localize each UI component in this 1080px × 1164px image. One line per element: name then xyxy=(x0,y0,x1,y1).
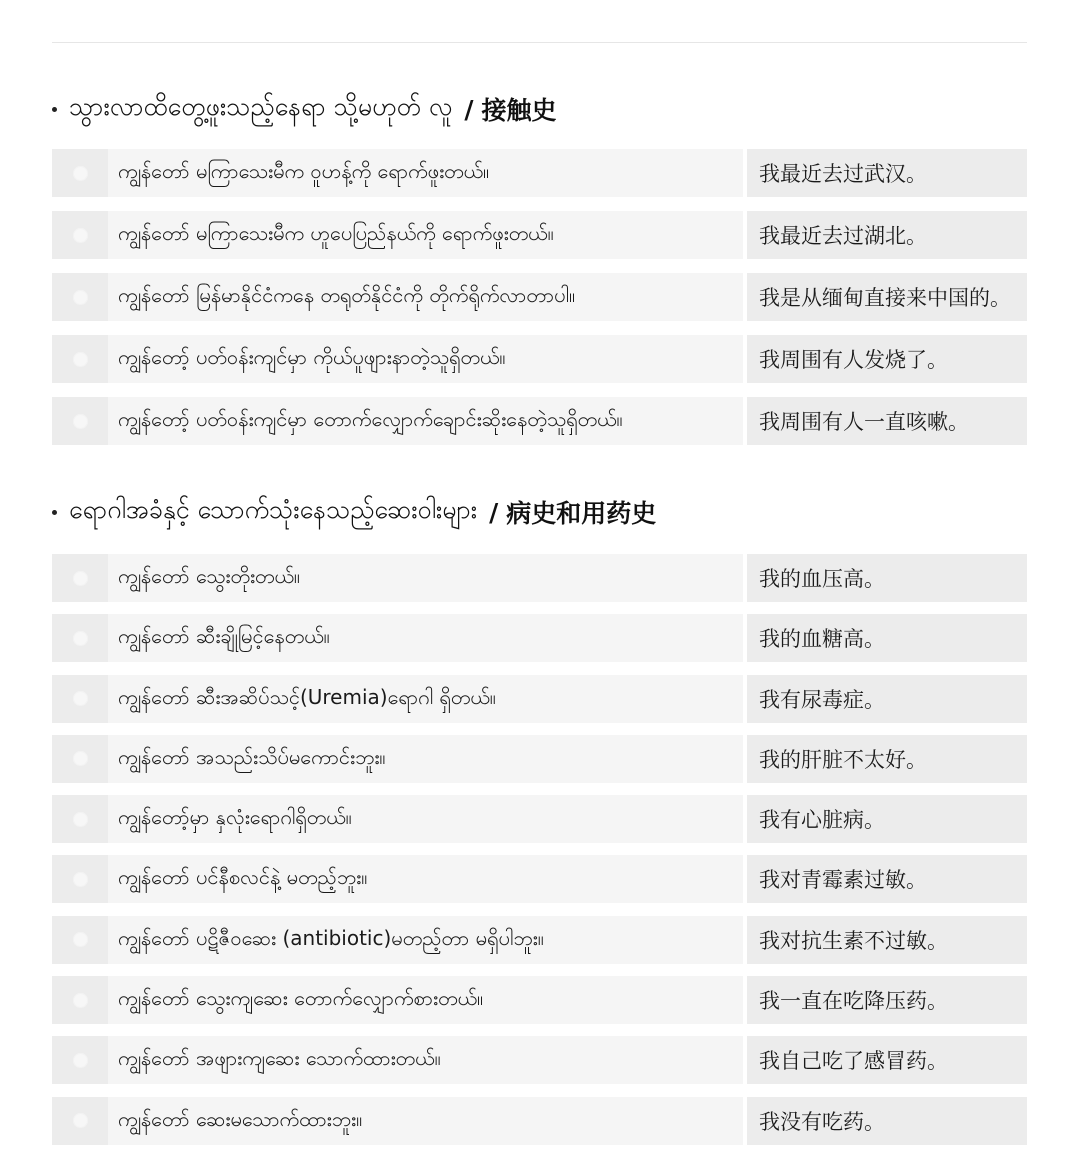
section-title-chinese: 病史和用药史 xyxy=(506,499,657,528)
option-text-burmese: ကျွန်တော် မကြာသေးမီက ဟူပေပြည်နယ်ကို ရောက်ဖူးတယ်။ xyxy=(108,211,743,259)
radio-button[interactable] xyxy=(73,812,88,827)
option-text-burmese: ကျွန်တော် မြန်မာနိုင်ငံကနေ တရုတ်နိုင်ငံကို တိုက်ရိုက်လာတာပါ။ xyxy=(108,273,743,321)
option-text-burmese: ကျွန်တော် ဆီးချိုမြင့်နေတယ်။ xyxy=(108,614,743,662)
option-text-burmese: ကျွန်တော် ဆေးမသောက်ထားဘူး။ xyxy=(108,1097,743,1145)
option-text-burmese: ကျွန်တော် မကြာသေးမီက ဝူဟန့်ကို ရောက်ဖူးတယ်။ xyxy=(108,149,743,197)
radio-button[interactable] xyxy=(73,751,88,766)
option-row[interactable] xyxy=(52,211,1027,259)
section-title-burmese: သွားလာထိတွေ့ဖူးသည့်နေရာ သို့မဟုတ် လူ xyxy=(69,91,453,121)
option-row[interactable] xyxy=(52,149,1027,197)
option-text-chinese: 我有尿毒症。 xyxy=(747,675,1027,723)
option-text-chinese: 我一直在吃降压药。 xyxy=(747,976,1027,1024)
option-text-chinese: 我周围有人发烧了。 xyxy=(747,335,1027,383)
option-row[interactable] xyxy=(52,735,1027,783)
title-separator: / xyxy=(464,94,474,124)
option-text-chinese: 我的血压高。 xyxy=(747,554,1027,602)
bullet-icon xyxy=(52,510,57,515)
option-text-burmese: ကျွန်တော် သွေးကျဆေး တောက်လျှောက်စားတယ်။ xyxy=(108,976,743,1024)
bullet-icon xyxy=(52,107,57,112)
option-text-burmese: ကျွန်တော့် ပတ်ဝန်းကျင်မှာ ကိုယ်ပူဖျားနာတဲ့သူရှိတယ်။ xyxy=(108,335,743,383)
top-divider xyxy=(52,42,1027,43)
radio-button[interactable] xyxy=(73,691,88,706)
radio-cell[interactable] xyxy=(52,916,108,964)
radio-cell[interactable] xyxy=(52,397,108,445)
option-text-chinese: 我对抗生素不过敏。 xyxy=(747,916,1027,964)
option-text-burmese: ကျွန်တော် ဆီးအဆိပ်သင့်(Uremia)ရောဂါ ရှိတယ်။ xyxy=(108,675,743,723)
radio-cell[interactable] xyxy=(52,614,108,662)
radio-cell[interactable] xyxy=(52,976,108,1024)
option-text-burmese: ကျွန်တော် ပဋိဇီဝဆေး (antibiotic)မတည့်တာ မရှိပါဘူး။ xyxy=(108,916,743,964)
radio-button[interactable] xyxy=(73,993,88,1008)
option-text-burmese: ကျွန်တော် ပင်နီစလင်နဲ့ မတည့်ဘူး။ xyxy=(108,855,743,903)
option-row[interactable] xyxy=(52,675,1027,723)
radio-button[interactable] xyxy=(73,1053,88,1068)
option-row[interactable] xyxy=(52,855,1027,903)
option-text-chinese: 我自己吃了感冒药。 xyxy=(747,1036,1027,1084)
option-row[interactable] xyxy=(52,273,1027,321)
radio-cell[interactable] xyxy=(52,1097,108,1145)
option-row[interactable] xyxy=(52,795,1027,843)
option-text-burmese: ကျွန်တော့်မှာ နှလုံးရောဂါရှိတယ်။ xyxy=(108,795,743,843)
radio-cell[interactable] xyxy=(52,273,108,321)
radio-cell[interactable] xyxy=(52,554,108,602)
option-text-chinese: 我有心脏病。 xyxy=(747,795,1027,843)
radio-button[interactable] xyxy=(73,290,88,305)
section-contact-history xyxy=(52,86,1027,459)
radio-button[interactable] xyxy=(73,1113,88,1128)
option-text-burmese: ကျွန်တော် သွေးတိုးတယ်။ xyxy=(108,554,743,602)
option-text-chinese: 我的血糖高。 xyxy=(747,614,1027,662)
radio-cell[interactable] xyxy=(52,1036,108,1084)
radio-button[interactable] xyxy=(73,872,88,887)
radio-button[interactable] xyxy=(73,571,88,586)
option-list xyxy=(52,149,1027,445)
option-text-chinese: 我周围有人一直咳嗽。 xyxy=(747,397,1027,445)
radio-cell[interactable] xyxy=(52,855,108,903)
radio-cell[interactable] xyxy=(52,735,108,783)
title-separator: / xyxy=(489,497,499,527)
option-row[interactable] xyxy=(52,916,1027,964)
option-row[interactable] xyxy=(52,1097,1027,1145)
option-list xyxy=(52,554,1027,1145)
option-row[interactable] xyxy=(52,554,1027,602)
option-row[interactable] xyxy=(52,1036,1027,1084)
section-header xyxy=(52,489,1027,535)
radio-cell[interactable] xyxy=(52,795,108,843)
option-text-chinese: 我对青霉素过敏。 xyxy=(747,855,1027,903)
option-row[interactable] xyxy=(52,976,1027,1024)
section-title-burmese: ရောဂါအခံနှင့် သောက်သုံးနေသည့်ဆေးဝါးများ xyxy=(69,494,478,524)
option-text-burmese: ကျွန်တော် အဖျားကျဆေး သောက်ထားတယ်။ xyxy=(108,1036,743,1084)
radio-button[interactable] xyxy=(73,228,88,243)
section-medical-history xyxy=(52,489,1027,1157)
section-header xyxy=(52,86,1027,132)
option-text-chinese: 我是从缅甸直接来中国的。 xyxy=(747,273,1027,321)
option-row[interactable] xyxy=(52,335,1027,383)
radio-cell[interactable] xyxy=(52,149,108,197)
option-text-burmese: ကျွန်တော့် ပတ်ဝန်းကျင်မှာ တောက်လျှောက်ချောင်းဆိုးနေတဲ့သူရှိတယ်။ xyxy=(108,397,743,445)
radio-cell[interactable] xyxy=(52,335,108,383)
radio-cell[interactable] xyxy=(52,211,108,259)
option-row[interactable] xyxy=(52,614,1027,662)
radio-button[interactable] xyxy=(73,414,88,429)
option-text-chinese: 我的肝脏不太好。 xyxy=(747,735,1027,783)
radio-button[interactable] xyxy=(73,352,88,367)
radio-button[interactable] xyxy=(73,166,88,181)
option-text-chinese: 我最近去过武汉。 xyxy=(747,149,1027,197)
option-text-chinese: 我没有吃药。 xyxy=(747,1097,1027,1145)
option-text-burmese: ကျွန်တော် အသည်းသိပ်မကောင်းဘူး။ xyxy=(108,735,743,783)
option-row[interactable] xyxy=(52,397,1027,445)
radio-button[interactable] xyxy=(73,932,88,947)
option-text-chinese: 我最近去过湖北。 xyxy=(747,211,1027,259)
section-title-chinese: 接触史 xyxy=(481,96,557,125)
radio-cell[interactable] xyxy=(52,675,108,723)
radio-button[interactable] xyxy=(73,631,88,646)
